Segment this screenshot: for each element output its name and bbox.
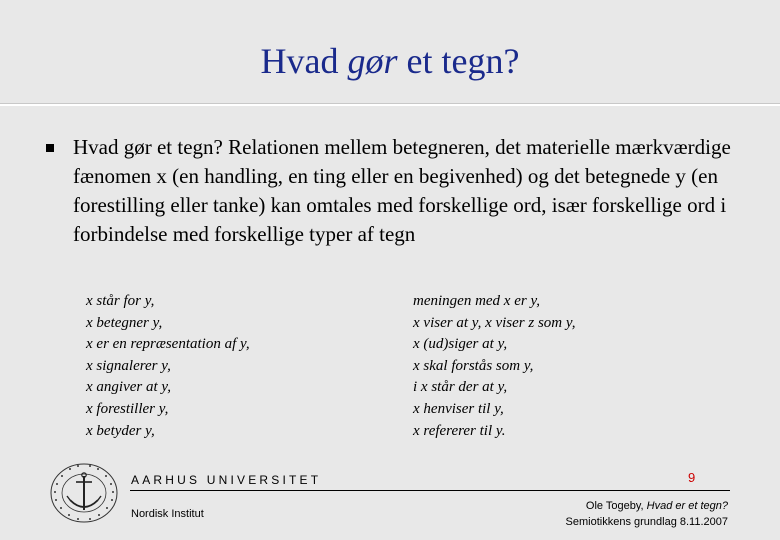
title-part-1: Hvad bbox=[260, 41, 348, 81]
example-item: x viser at y, x viser z som y, bbox=[413, 314, 576, 331]
example-item: x skal forstås som y, bbox=[413, 357, 534, 374]
credit-title: Hvad er et tegn? bbox=[646, 500, 728, 512]
example-item: i x står der at y, bbox=[413, 379, 508, 396]
example-item: x betegner y, bbox=[86, 314, 163, 331]
credit-line-2: Semiotikkens grundlag 8.11.2007 bbox=[565, 516, 728, 528]
title-italic-word: gør bbox=[347, 41, 398, 81]
example-item: x signalerer y, bbox=[86, 357, 171, 374]
examples-right-column bbox=[413, 291, 575, 442]
title-divider bbox=[0, 103, 780, 106]
university-seal-icon bbox=[43, 462, 125, 524]
example-item: x angiver at y, bbox=[86, 379, 171, 396]
credit-author: Ole Togeby, bbox=[585, 500, 647, 512]
example-item: x (ud)siger at y, bbox=[413, 336, 508, 353]
example-item: x er en repræsentation af y, bbox=[86, 336, 250, 353]
example-item: x henviser til y, bbox=[413, 400, 504, 417]
examples-left-column bbox=[86, 291, 250, 442]
example-item: x betyder y, bbox=[86, 422, 155, 439]
example-item: meningen med x er y, bbox=[413, 293, 541, 309]
department-name: Nordisk Institut bbox=[131, 508, 204, 520]
footer-credit bbox=[566, 498, 728, 530]
bullet-paragraph: Hvad gør et tegn? Relationen mellem betegneren, det materielle mærkværdige fænomen x (en handling, en ting eller en begivenhed) og det betegnede y (en forestilling eller tanke) kan omtales med forskellige ord, især forskellige ord i forbindelse med forskellige typer af tegn bbox=[73, 135, 731, 246]
university-name: AARHUS UNIVERSITET bbox=[131, 473, 322, 487]
example-item: x står for y, bbox=[86, 293, 155, 309]
slide-title bbox=[0, 40, 780, 82]
title-part-2: et tegn? bbox=[397, 41, 520, 81]
example-item: x forestiller y, bbox=[86, 400, 169, 417]
footer-divider bbox=[130, 490, 730, 491]
example-item: x refererer til y. bbox=[413, 422, 506, 439]
page-number: 9 bbox=[688, 470, 696, 485]
bullet-square-icon bbox=[46, 144, 54, 152]
credit-line-1 bbox=[566, 498, 728, 514]
